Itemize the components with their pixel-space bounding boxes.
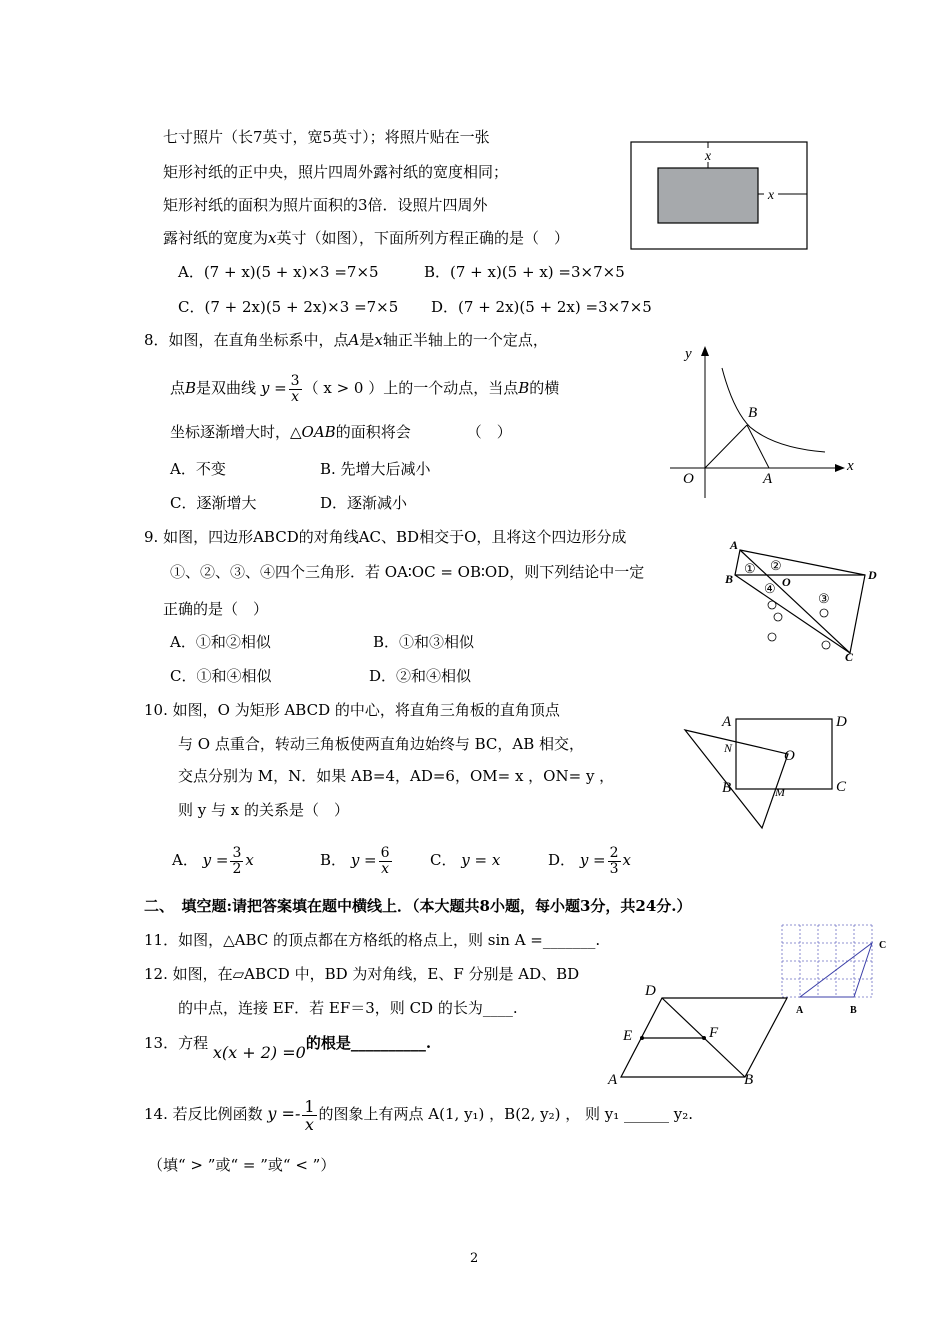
q12-parallelogram-figure [605,980,800,1088]
q12-point-f [702,1036,706,1040]
q10-option-a-den: 2 [232,860,242,877]
q9-label-c: C [845,650,854,664]
q10-option-c-eq: y = x [461,851,501,869]
q12-line2: 的中点，连接 EF．若 EF＝3，则 CD 的长为____. [178,999,518,1017]
section2-title: 二、 填空题:请把答案填在题中横线上．（本大题共8小题，每小题3分，共24分.） [144,897,692,915]
q9-dot-mark [768,601,776,609]
q8-label-x: x [847,458,854,474]
q10-option-d-frac [608,846,621,877]
q9-label-o: O [782,575,791,589]
q8-line3a: 坐标逐渐增大时， [170,423,291,441]
q8-segment-ob [705,425,747,468]
q9-dot-mark [774,613,782,621]
q8-line3 [170,423,512,441]
q9-label-b: B [725,572,734,586]
q10-option-a-rhs: x [245,851,254,869]
q8-condition: （ x > 0 ）上的一个动点，当点 [303,379,519,397]
q9-dot-mark [768,633,776,641]
q8-option-a: A．不变 [170,460,226,478]
q12-label-f: F [709,1025,719,1041]
q10-option-d-lhs: y = [579,851,606,869]
q10-option-a-num: 3 [232,844,242,861]
q14-fraction [302,1098,316,1133]
q10-label-d: D [836,714,847,730]
q12-label-a: A [608,1072,618,1088]
q10-option-b-num: 6 [380,844,390,861]
q11-label-c: C [879,940,887,951]
q10-label-o: O [784,748,795,764]
q8-point-b2: B [518,379,530,397]
q8-segment-ab [747,425,769,468]
q8-axis-x: x [374,331,383,349]
q14-mid: 的图象上有两点 A(1, y₁) ，B(2, y₂) ， 则 y₁ ______ y₂. [318,1105,694,1123]
q7-line1: 七寸照片（长7英寸，宽5英寸）；将照片贴在一张 [163,128,490,146]
q14-note: （填“ > ”或“ = ”或“ < ”） [148,1156,336,1174]
q7-var-x: x [268,229,277,247]
q10-option-b-lhs: y = [350,851,377,869]
q7-photo-rect [658,168,758,223]
q9-diagonal-ac [740,550,850,653]
q10-option-d-label: D． [548,851,576,869]
q10-option-a [172,838,254,882]
q9-option-a: A．①和②相似 [170,633,271,651]
q10-option-d [548,838,631,882]
q7-line4b: 英寸（如图），下面所列方程正确的是（ ） [276,229,569,247]
q8-option-c: C．逐渐增大 [170,494,257,512]
q14-eq-lhs: y =- [267,1104,301,1123]
q11-triangle-abc [800,943,872,997]
q8-line2 [170,368,559,408]
q9-option-b: B．①和③相似 [373,633,475,651]
q12-line1: 12. 如图，在▱ABCD 中，BD 为对角线，E、F 分别是 AD、BD [144,965,580,983]
q14-frac-num: 1 [304,1096,315,1116]
q8-option-d: D．逐渐减小 [320,494,408,512]
q9-region-4: ④ [764,581,776,596]
q9-line2: ①、②、③、④四个三角形．若 OA∶OC = OB∶OD，则下列结论中一定 [170,563,645,581]
q10-label-m: M [775,785,785,799]
q7-line4 [163,229,569,247]
q9-region-1: ① [744,561,756,576]
q7-option-d: D．(7 + 2x)(5 + 2x) =3×7×5 [431,298,652,316]
q7-option-b: B．(7 + x)(5 + x) =3×7×5 [424,263,625,281]
q12-label-e: E [623,1028,633,1044]
q8-point-a: A [348,331,360,349]
q9-region-2: ② [770,558,782,573]
q10-option-c [430,838,500,882]
q7-line4a: 露衬纸的宽度为 [163,229,269,247]
q9-line1: 9. 如图，四边形ABCD的对角线AC、BD相交于O，且将这个四边形分成 [144,528,627,546]
q10-line1: 10. 如图，O 为矩形 ABCD 的中心，将直角三角板的直角顶点 [144,701,560,719]
q8-triangle: △OAB [290,423,336,441]
q10-option-d-rhs: x [622,851,632,869]
q10-option-b-den: x [381,860,390,877]
q7-label-x-top: x [704,149,712,164]
q8-line1 [144,331,548,349]
q14-label: 14. 若反比例函数 [144,1105,263,1123]
q10-option-b [320,838,394,882]
q8-line3b: 的面积将会 [335,423,411,441]
q13-tail: 的根是__________. [305,1034,432,1052]
q7-option-c: C．(7 + 2x)(5 + 2x)×3 =7×5 [178,298,399,316]
q10-line2: 与 O 点重合，转动三角板使两直角边始终与 BC，AB 相交， [178,735,585,753]
q10-option-a-label: A． [172,851,198,869]
q9-line3: 正确的是（ ） [163,600,269,618]
q7-option-a: A．(7 + x)(5 + x)×3 =7×5 [178,263,379,281]
q10-option-a-frac [230,846,243,877]
q8-frac-num: 3 [290,372,300,389]
q10-option-d-num: 2 [609,844,619,861]
q9-quadrilateral-figure [720,535,885,665]
q8-hyperbola-figure [665,340,865,500]
q13-label: 13．方程 [144,1034,209,1052]
q12-point-e [640,1036,644,1040]
q10-option-a-lhs: y = [202,851,229,869]
q8-line2c: 的横 [529,379,560,397]
q8-label-a: A [763,471,773,487]
q9-option-c: C．①和④相似 [170,667,272,685]
q8-point-b: B [185,379,197,397]
q12-label-d: D [645,983,656,999]
q8-label-b: B [748,405,758,421]
q8-line2b: 是双曲线 [196,379,257,397]
q7-photo-figure [630,140,810,252]
q13-line [144,1034,432,1062]
q8-line1c: 轴正半轴上的一个定点， [382,331,548,349]
q9-option-d: D．②和④相似 [369,667,472,685]
q8-fraction [289,374,302,405]
q10-label-b: B [722,780,732,796]
page-number: 2 [470,1251,479,1266]
q12-label-b: B [744,1072,754,1088]
q9-dot-mark [822,641,830,649]
q8-label-o: O [683,471,694,487]
q10-line4: 则 y 与 x 的关系是（ ） [178,801,350,819]
q8-x-arrow [835,464,845,472]
q9-region-3: ③ [818,591,830,606]
q9-label-a: A [730,538,739,552]
q8-option-b: B. 先增大后减小 [320,460,431,478]
q8-hyperbola-curve [722,368,825,452]
q10-option-d-den: 3 [609,860,619,877]
q10-label-c: C [836,779,847,795]
q10-label-n: N [724,741,733,755]
q14-frac-den: x [304,1114,314,1134]
q8-frac-den: x [291,388,300,405]
q7-label-x-right: x [767,188,775,203]
q10-option-c-label: C． [430,851,457,869]
q8-y-arrow [701,346,709,356]
q8-paren: （ ） [466,423,512,441]
q9-dot-mark [820,609,828,617]
q8-line1b: 是 [359,331,375,349]
q11-label-a: A [796,1005,804,1016]
q14-line [144,1092,693,1136]
q10-line3: 交点分别为 M，N．如果 AB=4，AD=6，OM= x ，ON= y ， [178,767,615,785]
q7-line3: 矩形衬纸的面积为照片面积的3倍．设照片四周外 [163,196,488,214]
q10-option-b-label: B． [320,851,347,869]
q11-label-b: B [850,1005,857,1016]
q10-option-b-frac [379,846,392,877]
q13-equation: x(x + 2) =0 [212,1043,306,1062]
q8-line2a: 点 [170,379,186,397]
q7-line2: 矩形衬纸的正中央，照片四周外露衬纸的宽度相同； [163,163,509,181]
q8-line1a: 8．如图，在直角坐标系中，点 [144,331,349,349]
q8-label-y: y [685,346,692,362]
q9-label-d: D [868,568,877,582]
q10-rectangle-figure [680,708,860,833]
q10-label-a: A [722,714,732,730]
q11-text: 11．如图，△ABC 的顶点都在方格纸的格点上，则 sin A =_______. [144,931,601,949]
q8-eq-lhs: y = [260,379,287,397]
